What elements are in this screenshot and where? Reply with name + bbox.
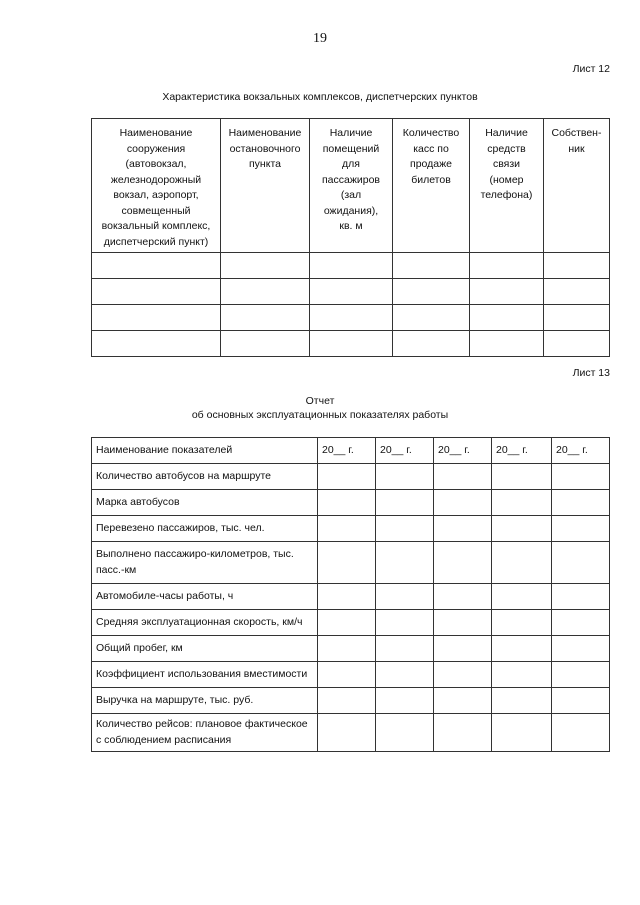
column-header-line: билетов	[411, 173, 451, 186]
column-header-line: Наличие	[329, 127, 373, 139]
value-cell[interactable]	[434, 542, 492, 584]
value-cell[interactable]	[376, 542, 434, 584]
indicator-label: Выполнено пассажиро-километров, тыс. пасс.-км	[92, 542, 318, 584]
indicator-name-header: Наименование показателей	[92, 438, 318, 464]
empty-cell[interactable]	[544, 253, 610, 279]
value-cell[interactable]	[318, 610, 376, 636]
column-header-line: диспетчерский пункт)	[103, 235, 209, 248]
sheet-13-title-line2: об основных эксплуатационных показателях работы	[191, 409, 449, 421]
table-row	[92, 490, 610, 516]
table-row	[92, 542, 610, 584]
indicator-label: Количество автобусов на маршруте	[92, 464, 318, 490]
year-header: 20__ г.	[492, 438, 552, 464]
column-header	[221, 119, 310, 253]
table-row	[92, 279, 610, 305]
value-cell[interactable]	[492, 490, 552, 516]
empty-cell[interactable]	[544, 331, 610, 357]
value-cell[interactable]	[318, 714, 376, 752]
value-cell[interactable]	[376, 714, 434, 752]
value-cell[interactable]	[376, 490, 434, 516]
value-cell[interactable]	[492, 636, 552, 662]
column-header-line: ожидания),	[323, 204, 379, 217]
column-header	[393, 119, 470, 253]
value-cell[interactable]	[318, 636, 376, 662]
column-header-line: помещений	[322, 142, 380, 155]
sheet-12-title: Характеристика вокзальных комплексов, диспетчерских пунктов	[162, 91, 478, 103]
column-header-line: (номер	[489, 173, 524, 186]
empty-cell[interactable]	[470, 279, 544, 305]
value-cell[interactable]	[492, 516, 552, 542]
column-header-line: Количество	[402, 127, 460, 139]
year-header: 20__ г.	[552, 438, 610, 464]
value-cell[interactable]	[376, 636, 434, 662]
column-header	[92, 119, 221, 253]
empty-cell[interactable]	[310, 253, 393, 279]
column-header-line: (автовокзал,	[125, 158, 187, 170]
value-cell[interactable]	[434, 464, 492, 490]
table-header-row	[92, 119, 610, 253]
empty-cell[interactable]	[393, 279, 470, 305]
value-cell[interactable]	[492, 464, 552, 490]
column-header-line: связи	[492, 158, 521, 170]
value-cell[interactable]	[434, 490, 492, 516]
empty-cell[interactable]	[470, 331, 544, 357]
column-header-line: кв. м	[339, 220, 363, 232]
value-cell[interactable]	[552, 688, 610, 714]
column-header-line: Наличие	[485, 127, 528, 139]
empty-cell[interactable]	[470, 253, 544, 279]
value-cell[interactable]	[552, 610, 610, 636]
empty-cell[interactable]	[393, 253, 470, 279]
empty-cell[interactable]	[470, 305, 544, 331]
column-header-line: (зал	[340, 189, 362, 201]
indicator-label: Коэффициент использования вместимости	[92, 662, 318, 688]
column-header-line: железнодорожный	[110, 173, 202, 186]
value-cell[interactable]	[492, 584, 552, 610]
value-cell[interactable]	[434, 636, 492, 662]
sheet-13-label: Лист 13	[572, 367, 610, 379]
indicator-label: Количество рейсов: плановое фактическое с соблюдением расписания	[92, 714, 318, 752]
value-cell[interactable]	[434, 610, 492, 636]
empty-cell[interactable]	[393, 305, 470, 331]
year-header: 20__ г.	[376, 438, 434, 464]
sheet-12-label: Лист 12	[572, 63, 610, 75]
value-cell[interactable]	[434, 662, 492, 688]
column-header-line: Собствен-	[551, 127, 602, 139]
column-header	[544, 119, 610, 253]
indicator-label: Перевезено пассажиров, тыс. чел.	[92, 516, 318, 542]
column-header-line: пассажиров	[321, 173, 380, 186]
indicator-label: Автомобиле-часы работы, ч	[92, 584, 318, 610]
value-cell[interactable]	[376, 464, 434, 490]
value-cell[interactable]	[318, 516, 376, 542]
empty-cell[interactable]	[221, 279, 310, 305]
indicator-label: Средняя эксплуатационная скорость, км/ч	[92, 610, 318, 636]
value-cell[interactable]	[492, 688, 552, 714]
value-cell[interactable]	[318, 464, 376, 490]
table-header-row	[92, 438, 610, 464]
value-cell[interactable]	[552, 490, 610, 516]
year-header: 20__ г.	[434, 438, 492, 464]
column-header-line: остановочного	[229, 142, 301, 155]
table-row	[92, 584, 610, 610]
empty-cell[interactable]	[310, 305, 393, 331]
indicator-label: Марка автобусов	[92, 490, 318, 516]
page-number: 19	[313, 31, 327, 46]
value-cell[interactable]	[552, 662, 610, 688]
value-cell[interactable]	[318, 584, 376, 610]
value-cell[interactable]	[492, 542, 552, 584]
value-cell[interactable]	[318, 542, 376, 584]
value-cell[interactable]	[318, 490, 376, 516]
operational-indicators-table	[91, 437, 610, 752]
value-cell[interactable]	[552, 464, 610, 490]
column-header	[470, 119, 544, 253]
value-cell[interactable]	[552, 542, 610, 584]
value-cell[interactable]	[552, 584, 610, 610]
table-row	[92, 662, 610, 688]
sheet-13-title-line1: Отчет	[305, 395, 335, 407]
table-row	[92, 253, 610, 279]
empty-cell[interactable]	[221, 253, 310, 279]
value-cell[interactable]	[318, 688, 376, 714]
empty-cell[interactable]	[92, 331, 221, 357]
value-cell[interactable]	[492, 662, 552, 688]
column-header-line: пункта	[249, 158, 281, 170]
value-cell[interactable]	[318, 662, 376, 688]
column-header-line: вокзал, аэропорт,	[113, 189, 199, 201]
column-header	[310, 119, 393, 253]
value-cell[interactable]	[376, 584, 434, 610]
value-cell[interactable]	[552, 714, 610, 752]
column-header-line: Наименование	[119, 127, 193, 139]
table-row	[92, 305, 610, 331]
table-row	[92, 516, 610, 542]
column-header-line: совмещенный	[121, 204, 191, 217]
empty-cell[interactable]	[544, 279, 610, 305]
column-header-line: вокзальный комплекс,	[101, 220, 211, 232]
value-cell[interactable]	[552, 636, 610, 662]
empty-cell[interactable]	[92, 253, 221, 279]
empty-cell[interactable]	[544, 305, 610, 331]
empty-cell[interactable]	[310, 279, 393, 305]
indicator-label: Выручка на маршруте, тыс. руб.	[92, 688, 318, 714]
empty-cell[interactable]	[221, 305, 310, 331]
value-cell[interactable]	[376, 688, 434, 714]
column-header-line: телефона)	[480, 189, 533, 201]
value-cell[interactable]	[376, 516, 434, 542]
column-header-line: Наименование	[228, 127, 302, 139]
column-header-line: продаже	[410, 158, 452, 170]
table-row	[92, 610, 610, 636]
column-header-line: для	[342, 158, 360, 170]
value-cell[interactable]	[552, 516, 610, 542]
value-cell[interactable]	[376, 610, 434, 636]
value-cell[interactable]	[434, 714, 492, 752]
value-cell[interactable]	[434, 516, 492, 542]
value-cell[interactable]	[434, 584, 492, 610]
empty-cell[interactable]	[310, 331, 393, 357]
column-header-line: сооружения	[126, 142, 186, 155]
year-header: 20__ г.	[318, 438, 376, 464]
value-cell[interactable]	[434, 688, 492, 714]
empty-cell[interactable]	[393, 331, 470, 357]
table-row	[92, 464, 610, 490]
sheet-13-title	[0, 394, 640, 422]
stations-characteristics-table	[91, 118, 610, 357]
empty-cell[interactable]	[92, 279, 221, 305]
table-row	[92, 636, 610, 662]
table-row	[92, 331, 610, 357]
column-header-line: ник	[568, 142, 585, 155]
value-cell[interactable]	[492, 610, 552, 636]
value-cell[interactable]	[492, 714, 552, 752]
column-header-line: касс по	[413, 142, 449, 155]
value-cell[interactable]	[376, 662, 434, 688]
empty-cell[interactable]	[221, 331, 310, 357]
indicator-label: Общий пробег, км	[92, 636, 318, 662]
empty-cell[interactable]	[92, 305, 221, 331]
table-row	[92, 714, 610, 752]
column-header-line: средств	[487, 142, 526, 155]
table-row	[92, 688, 610, 714]
